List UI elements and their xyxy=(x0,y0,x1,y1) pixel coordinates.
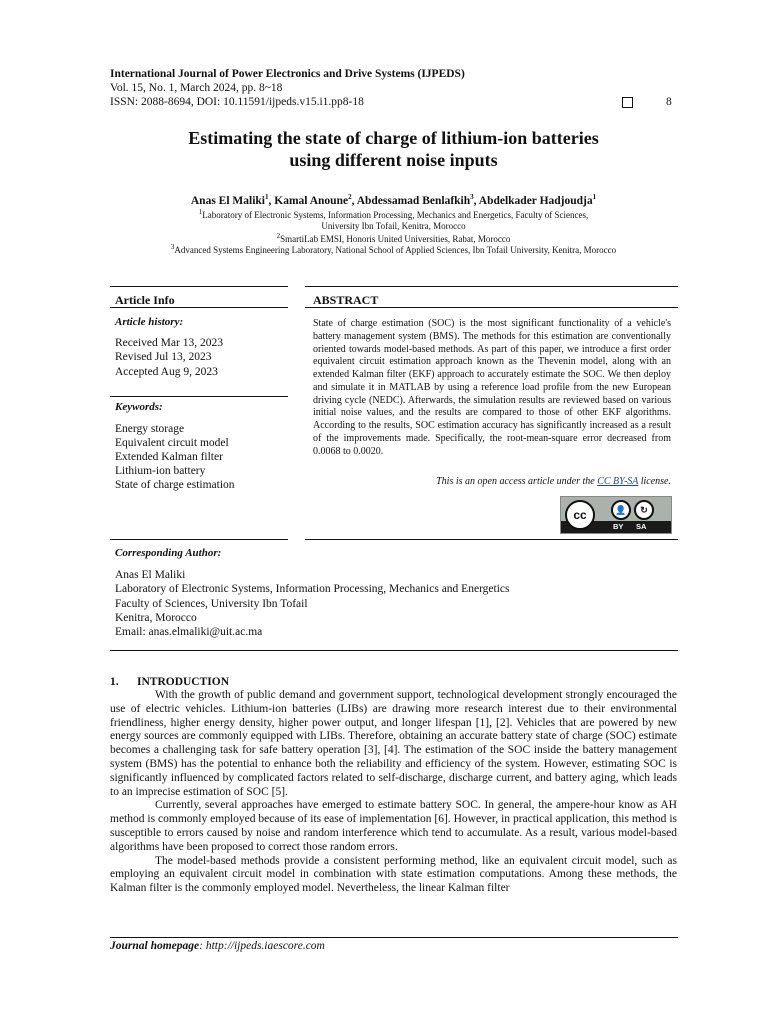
footer-url[interactable]: : http://ijpeds.iaescore.com xyxy=(199,940,325,952)
aff-sup: 3 xyxy=(170,243,175,251)
history-received: Received Mar 13, 2023 xyxy=(115,337,223,349)
paragraph: With the growth of public demand and government support, technological development strongly encouraged the use of electric vehicles. Lithium-ion batteries (LIBs) are drawing more research interest due to their environmental friendliness, higher energy density, higher power output, and longer lifespan [1], [2]. Vehicles that are powered by new energy sources are commonly equipped with LIBs. Therefore, obtaining an accurate battery state of charge (SOC) estimate becomes a challenging task for safe battery operation [3], [4]. The estimation of the SOC inside the battery management system (BMS) has the potential to enhance both the reliability and efficiency of the system. However, estimating SOC is significantly influenced by complicated factors related to self-discharge, discharge current, and battery aging, which leads to an imprecise estimation of SOC [5]. xyxy=(110,689,677,798)
corresponding-faculty: Faculty of Sciences, University Ibn Tofail xyxy=(115,598,308,610)
corresponding-email: Email: anas.elmaliki@uit.ac.ma xyxy=(115,626,263,638)
badge-by-label: BY xyxy=(613,522,624,531)
keyword-item: Energy storage xyxy=(115,423,185,435)
license-statement xyxy=(313,476,671,487)
author-list: Anas El Maliki$^1$, Kamal Anoune$^2$, Abdessamad Benlafkih$^3$, Abdelkader Hadjoudja$^1$ xyxy=(190,193,597,207)
introduction-body xyxy=(110,689,677,896)
aff-line: University Ibn Tofail, Kenitra, Morocco xyxy=(321,221,466,231)
corresponding-name: Anas El Maliki xyxy=(115,569,186,581)
share-alike-icon: ↻ xyxy=(634,500,654,520)
author-name: Abdessamad Benlafkih xyxy=(356,195,471,207)
corresponding-bottom-rule xyxy=(110,650,678,651)
license-link[interactable]: CC BY-SA xyxy=(597,476,639,487)
affiliation-1 xyxy=(110,210,677,232)
keywords-bottom-rule xyxy=(110,539,288,540)
aff-line: Laboratory of Electronic Systems, Information Processing, Mechanics and Energetics, Faculty of Sciences, xyxy=(202,210,589,220)
affiliation-3 xyxy=(110,245,677,256)
abstract-heading: ABSTRACT xyxy=(313,293,379,307)
author-name: Kamal Anoune xyxy=(274,195,349,207)
section-title: INTRODUCTION xyxy=(137,676,230,688)
corresponding-author-label: Corresponding Author: xyxy=(115,547,222,559)
author-name: Anas El Maliki xyxy=(190,195,266,207)
badge-sa-label: SA xyxy=(636,522,647,531)
author-sup: 1 xyxy=(265,193,269,202)
author-sup: 2 xyxy=(348,193,352,202)
affiliation-2 xyxy=(110,234,677,245)
author-name: Abdelkader Hadjoudja xyxy=(478,195,593,207)
title-line: using different noise inputs xyxy=(289,150,498,170)
corresponding-lab: Laboratory of Electronic Systems, Information Processing, Mechanics and Energetics xyxy=(115,583,510,595)
article-history-label: Article history: xyxy=(115,316,184,328)
section-number: 1. xyxy=(110,676,119,688)
abstract-bottom-rule xyxy=(305,539,678,540)
journal-homepage xyxy=(110,940,325,952)
cc-icon: cc xyxy=(565,500,595,530)
article-info-top-rule xyxy=(110,286,288,287)
license-suffix: license. xyxy=(638,476,671,487)
paper-title xyxy=(110,127,677,171)
footer-rule xyxy=(110,937,678,938)
aff-sup: 2 xyxy=(276,232,281,240)
abstract-top-rule xyxy=(305,286,678,287)
square-icon xyxy=(622,97,633,108)
article-info-heading: Article Info xyxy=(115,293,175,307)
title-line: Estimating the state of charge of lithium-ion batteries xyxy=(188,128,599,148)
history-divider xyxy=(110,396,288,397)
aff-line: Advanced Systems Engineering Laboratory, National School of Applied Sciences, Ibn Tofail University, Kenitra, Morocco xyxy=(174,245,617,255)
attribution-icon: 👤 xyxy=(611,500,631,520)
author-sup: 1 xyxy=(592,193,597,202)
aff-sup: 1 xyxy=(198,208,203,216)
cc-by-sa-badge[interactable] xyxy=(560,496,672,534)
history-revised: Revised Jul 13, 2023 xyxy=(115,351,212,363)
paragraph: Currently, several approaches have emerged to estimate battery SOC. In general, the ampere-hour know as AH method is commonly employed because of its ease of implementation [6]. However, in practical application, this method is susceptible to errors caused by noise and random interference which tend to accumulate. As a result, various model-based algorithms have been proposed to correct those random errors. xyxy=(110,799,677,853)
volume-info: Vol. 15, No. 1, March 2024, pp. 8~18 xyxy=(110,82,283,94)
journal-name: International Journal of Power Electronics and Drive Systems (IJPEDS) xyxy=(110,68,465,80)
keyword-item: Equivalent circuit model xyxy=(115,437,229,449)
issn-doi: ISSN: 2088-8694, DOI: 10.11591/ijpeds.v15.i1.pp8-18 xyxy=(110,96,364,108)
footer-label: Journal homepage xyxy=(110,940,200,952)
history-accepted: Accepted Aug 9, 2023 xyxy=(115,366,218,378)
aff-line: SmartiLab EMSI, Honoris United Universities, Rabat, Morocco xyxy=(280,234,511,244)
keyword-item: State of charge estimation xyxy=(115,479,235,491)
license-prefix: This is an open access article under the xyxy=(436,476,598,487)
keyword-item: Lithium-ion battery xyxy=(115,465,206,477)
corresponding-city: Kenitra, Morocco xyxy=(115,612,197,624)
paragraph: The model-based methods provide a consistent performing method, like an equivalent circuit model, such as employing an equivalent circuit model in combination with state estimation computations. Among these methods, the Kalman filter is the commonly employed model. Nevertheless, the linear Kalman filter xyxy=(110,854,677,895)
author-sup: 3 xyxy=(470,193,474,202)
page-number: 8 xyxy=(666,96,672,108)
keywords-label: Keywords: xyxy=(115,401,163,413)
abstract-text: State of charge estimation (SOC) is the most significant functionality of a vehicle's battery management system (BMS). The methods for this estimation are conventionally oriented towards model-based methods. As part of this paper, we introduce a first order equivalent circuit estimation approach known as the Thevenin model, along with an extended Kalman filter (EKF) approach to accurately estimate the SOC. We then deploy and simulate it in MATLAB by using a reference load profile from the new European driving cycle (NEDC). Afterwards, the simulation results are reviewed based on various initial noise values, and the results are compared to those of other EKF algorithms. According to the results, SOC estimation accuracy has significantly increased as a result of the improvements made. Specifically, the root-mean-square error decreased from 0.0068 to 0.0020. xyxy=(313,318,671,457)
introduction-heading xyxy=(110,676,229,688)
keyword-item: Extended Kalman filter xyxy=(115,451,223,463)
